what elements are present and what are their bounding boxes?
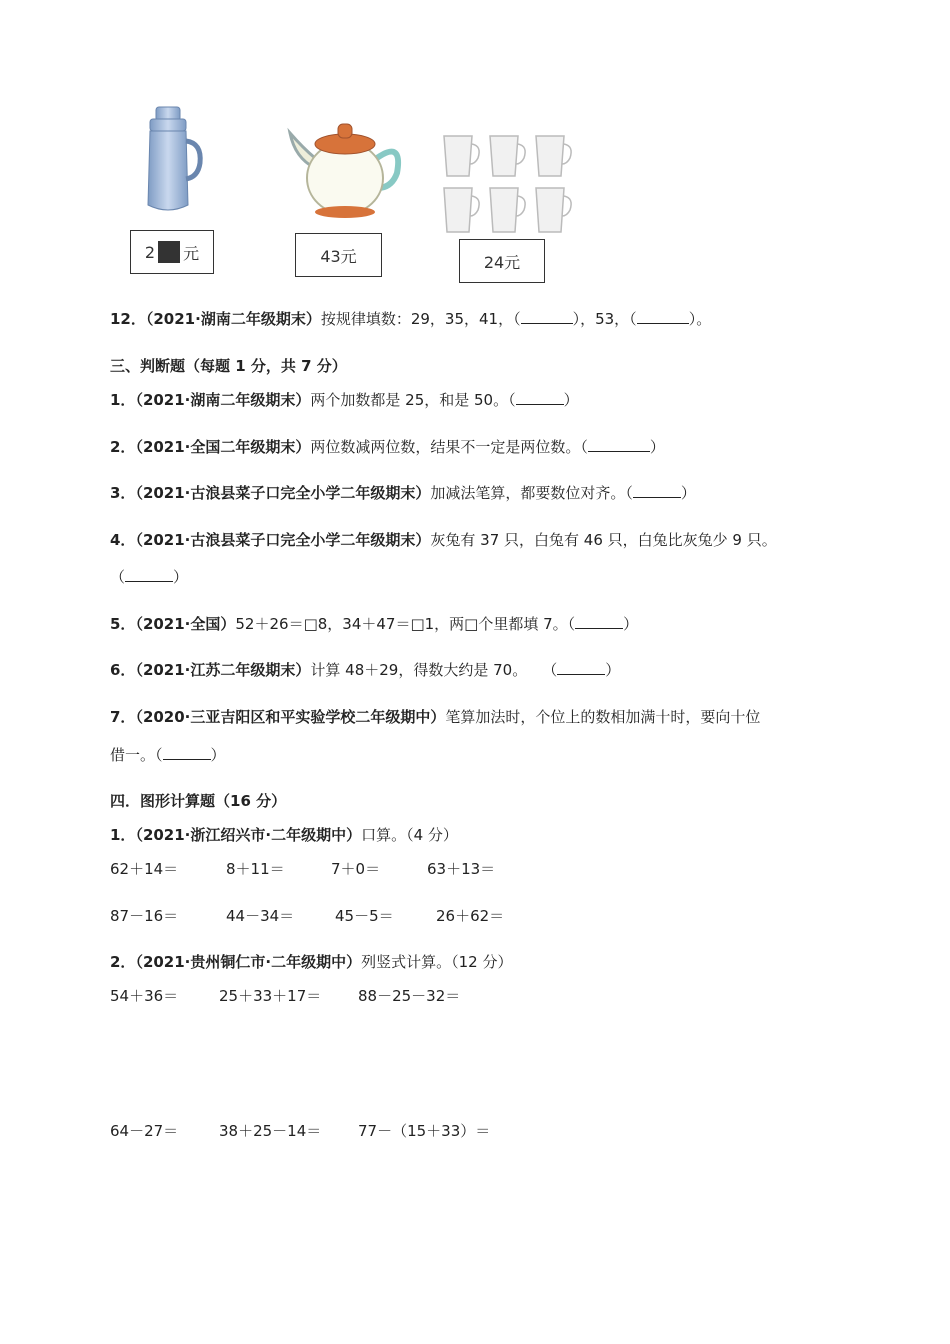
judge-item-3 bbox=[110, 482, 696, 503]
thermos-price-box bbox=[130, 230, 214, 274]
question-text: ） bbox=[623, 615, 639, 633]
question-text: ），53，（ bbox=[572, 310, 637, 328]
judge-item-2 bbox=[110, 436, 665, 457]
vertical-calc-item: 77－（15＋33）＝ bbox=[358, 1122, 491, 1140]
question-number: 5． bbox=[110, 615, 136, 633]
question-source: （2021·古浪县菜子口完全小学二年级期末） bbox=[135, 531, 431, 549]
question-text: 口算。（4 分） bbox=[361, 826, 458, 844]
question-number: 2． bbox=[110, 953, 136, 971]
question-text: 灰兔有 37 只，白兔有 46 只，白兔比灰兔少 9 只。 bbox=[430, 531, 777, 549]
cups-icon bbox=[440, 132, 580, 237]
mental-calc-item: 8＋11＝ bbox=[226, 860, 285, 878]
section-3-title: 三、判断题（每题 1 分，共 7 分） bbox=[110, 357, 347, 375]
question-source: （2021·湖南二年级期末） bbox=[145, 310, 321, 328]
thermos-icon bbox=[140, 105, 210, 220]
question-number: 4． bbox=[110, 531, 136, 549]
mental-calc-item: 26＋62＝ bbox=[436, 907, 505, 925]
question-text: 加减法笔算，都要数位对齐。（ bbox=[430, 484, 633, 502]
question-text: 笔算加法时，个位上的数相加满十时，要向十位 bbox=[445, 708, 761, 726]
thermos-price-suffix: 元 bbox=[183, 243, 200, 263]
judge-item-4 bbox=[110, 529, 777, 550]
question-text: 两个加数都是 25，和是 50。（ bbox=[310, 391, 516, 409]
question-text: 两位数减两位数，结果不一定是两位数。（ bbox=[310, 438, 588, 456]
question-text: ）。 bbox=[688, 310, 712, 328]
judge-item-6 bbox=[110, 659, 620, 680]
judge-item-4-line-2 bbox=[110, 566, 188, 587]
answer-blank[interactable] bbox=[125, 580, 173, 582]
question-source: （2021·江苏二年级期末） bbox=[135, 661, 311, 679]
answer-blank[interactable] bbox=[557, 673, 605, 675]
question-text: ） bbox=[680, 484, 696, 502]
question-number: 6． bbox=[110, 661, 136, 679]
question-source: （2021·全国） bbox=[135, 615, 236, 633]
mental-calc-item: 7＋0＝ bbox=[331, 860, 381, 878]
mental-calc-item: 62＋14＝ bbox=[110, 860, 179, 878]
question-source: （2021·浙江绍兴市·二年级期中） bbox=[135, 826, 362, 844]
vertical-calc-item: 64－27＝ bbox=[110, 1122, 179, 1140]
vertical-calc-item: 25＋33＋17＝ bbox=[219, 987, 322, 1005]
question-source: （2021·贵州铜仁市·二年级期中） bbox=[135, 953, 362, 971]
question-text: ） bbox=[563, 391, 579, 409]
vertical-calc-item: 88－25－32＝ bbox=[358, 987, 461, 1005]
mental-calc-item: 63＋13＝ bbox=[427, 860, 496, 878]
judge-item-1 bbox=[110, 389, 579, 410]
question-text: 按规律填数：29，35，41，（ bbox=[320, 310, 521, 328]
answer-blank[interactable] bbox=[516, 403, 564, 405]
answer-blank[interactable] bbox=[588, 450, 650, 452]
teapot-icon bbox=[285, 118, 405, 222]
question-text: 借一。（ bbox=[110, 746, 163, 764]
thermos-price-prefix: 2 bbox=[144, 242, 156, 262]
cups-price: 24元 bbox=[483, 252, 521, 272]
question-text: （ bbox=[110, 568, 126, 586]
question-number: 2． bbox=[110, 438, 136, 456]
mental-calc-item: 45－5＝ bbox=[335, 907, 394, 925]
question-text: 52＋26＝□8，34＋47＝□1，两□个里都填 7。（ bbox=[235, 615, 576, 633]
question-text: ） bbox=[210, 746, 226, 764]
calc-question-2 bbox=[110, 951, 512, 972]
question-source: （2021·全国二年级期末） bbox=[135, 438, 311, 456]
answer-blank[interactable] bbox=[575, 627, 623, 629]
mental-calc-item: 87－16＝ bbox=[110, 907, 179, 925]
vertical-calc-item: 38＋25－14＝ bbox=[219, 1122, 322, 1140]
question-number: 12． bbox=[110, 310, 146, 328]
question-source: （2021·古浪县菜子口完全小学二年级期末） bbox=[135, 484, 431, 502]
answer-blank[interactable] bbox=[521, 322, 573, 324]
judge-item-7 bbox=[110, 706, 760, 727]
answer-blank[interactable] bbox=[163, 758, 211, 760]
section-4-title: 四．图形计算题（16 分） bbox=[110, 792, 287, 810]
question-number: 3． bbox=[110, 484, 136, 502]
question-text: 列竖式计算。（12 分） bbox=[361, 953, 513, 971]
cups-price-box bbox=[459, 239, 545, 283]
question-number: 1． bbox=[110, 826, 136, 844]
vertical-calc-item: 54＋36＝ bbox=[110, 987, 179, 1005]
answer-blank[interactable] bbox=[633, 496, 681, 498]
judge-item-5 bbox=[110, 613, 638, 634]
calc-question-1 bbox=[110, 824, 458, 845]
question-number: 1． bbox=[110, 391, 136, 409]
question-text: ） bbox=[605, 661, 621, 679]
judge-item-7-line-2 bbox=[110, 744, 226, 765]
question-number: 7． bbox=[110, 708, 136, 726]
teapot-price-box bbox=[295, 233, 382, 277]
question-source: （2020·三亚吉阳区和平实验学校二年级期中） bbox=[135, 708, 446, 726]
question-text: 计算 48＋29，得数大约是 70。 （ bbox=[310, 661, 558, 679]
price-mask bbox=[158, 241, 180, 263]
answer-blank[interactable] bbox=[637, 322, 689, 324]
teapot-price: 43元 bbox=[320, 246, 357, 266]
question-source: （2021·湖南二年级期末） bbox=[135, 391, 311, 409]
question-text: ） bbox=[649, 438, 665, 456]
question-text: ） bbox=[173, 568, 189, 586]
mental-calc-item: 44－34＝ bbox=[226, 907, 295, 925]
question-12 bbox=[110, 308, 711, 329]
